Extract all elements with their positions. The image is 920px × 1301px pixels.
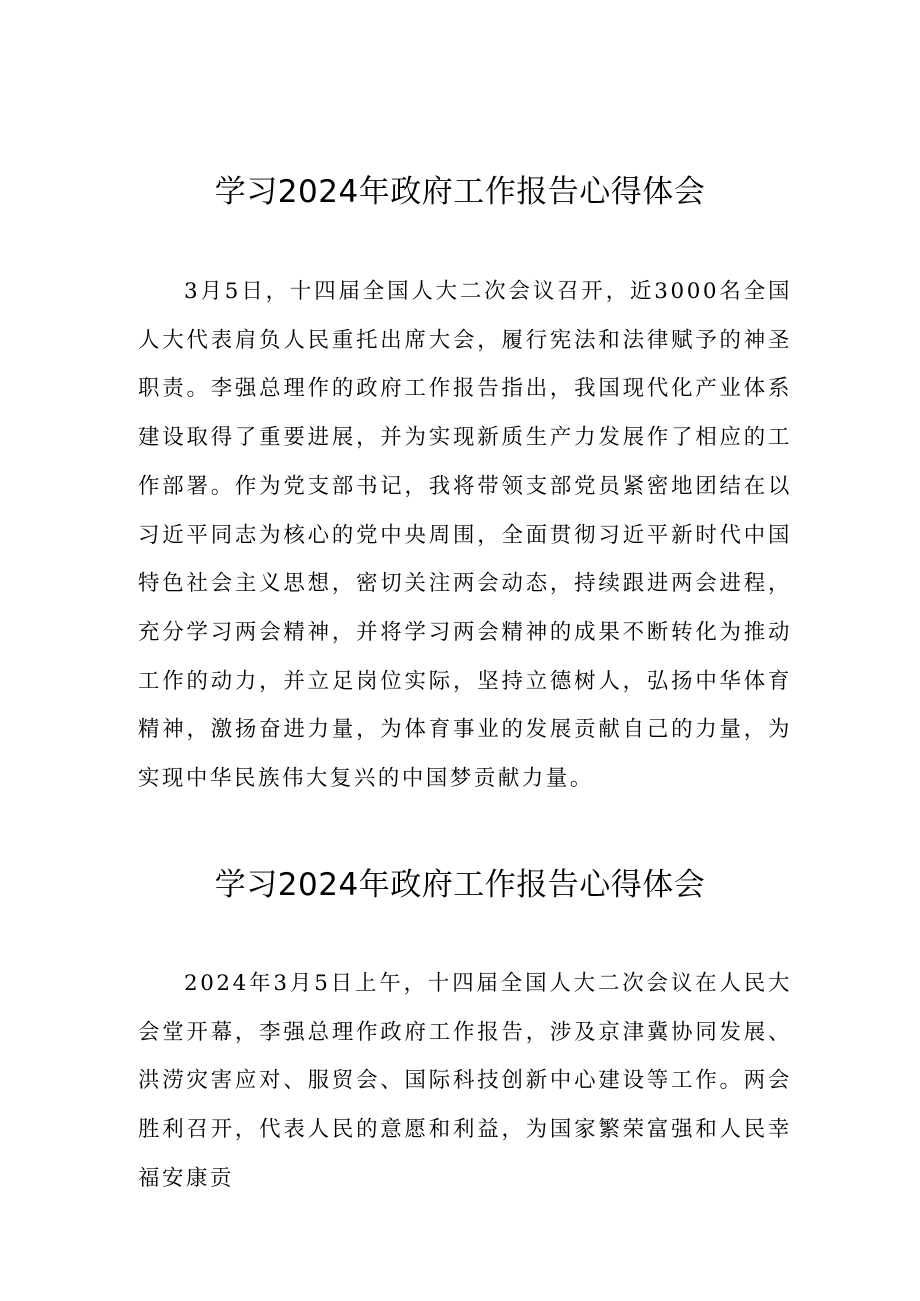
section-1-title: 学习2024年政府工作报告心得体会 <box>214 174 706 210</box>
section-1-paragraph: 3月5日，十四届全国人大二次会议召开，近3000名全国人大代表肩负人民重托出席大会，履行宪法和法律赋予的神圣职责。李强总理作的政府工作报告指出，我国现代化产业体系建设取得了重要进展，并为实现新质生产力发展作了相应的工作部署。作为党支部书记，我将带领支部党员紧密地团结在以习近平同志为核心的党中央周围，全面贯彻习近平新时代中国特色社会主义思想，密切关注两会动态，持续跟进两会进程，充分学习两会精神，并将学习两会精神的成果不断转化为推动工作的动力，并立足岗位实际，坚持立德树人，弘扬中华体育精神，激扬奋进力量，为体育事业的发展贡献自己的力量，为实现中华民族伟大复兴的中国梦贡献力量。 <box>138 279 792 792</box>
section-2-title: 学习2024年政府工作报告心得体会 <box>214 867 706 903</box>
section-2-paragraph: 2024年3月5日上午，十四届全国人大二次会议在人民大会堂开幕，李强总理作政府工作报告，涉及京津冀协同发展、洪涝灾害应对、服贸会、国际科技创新中心建设等工作。两会胜利召开，代表人民的意愿和利益，为国家繁荣富强和人民幸福安康贡 <box>138 971 792 1191</box>
